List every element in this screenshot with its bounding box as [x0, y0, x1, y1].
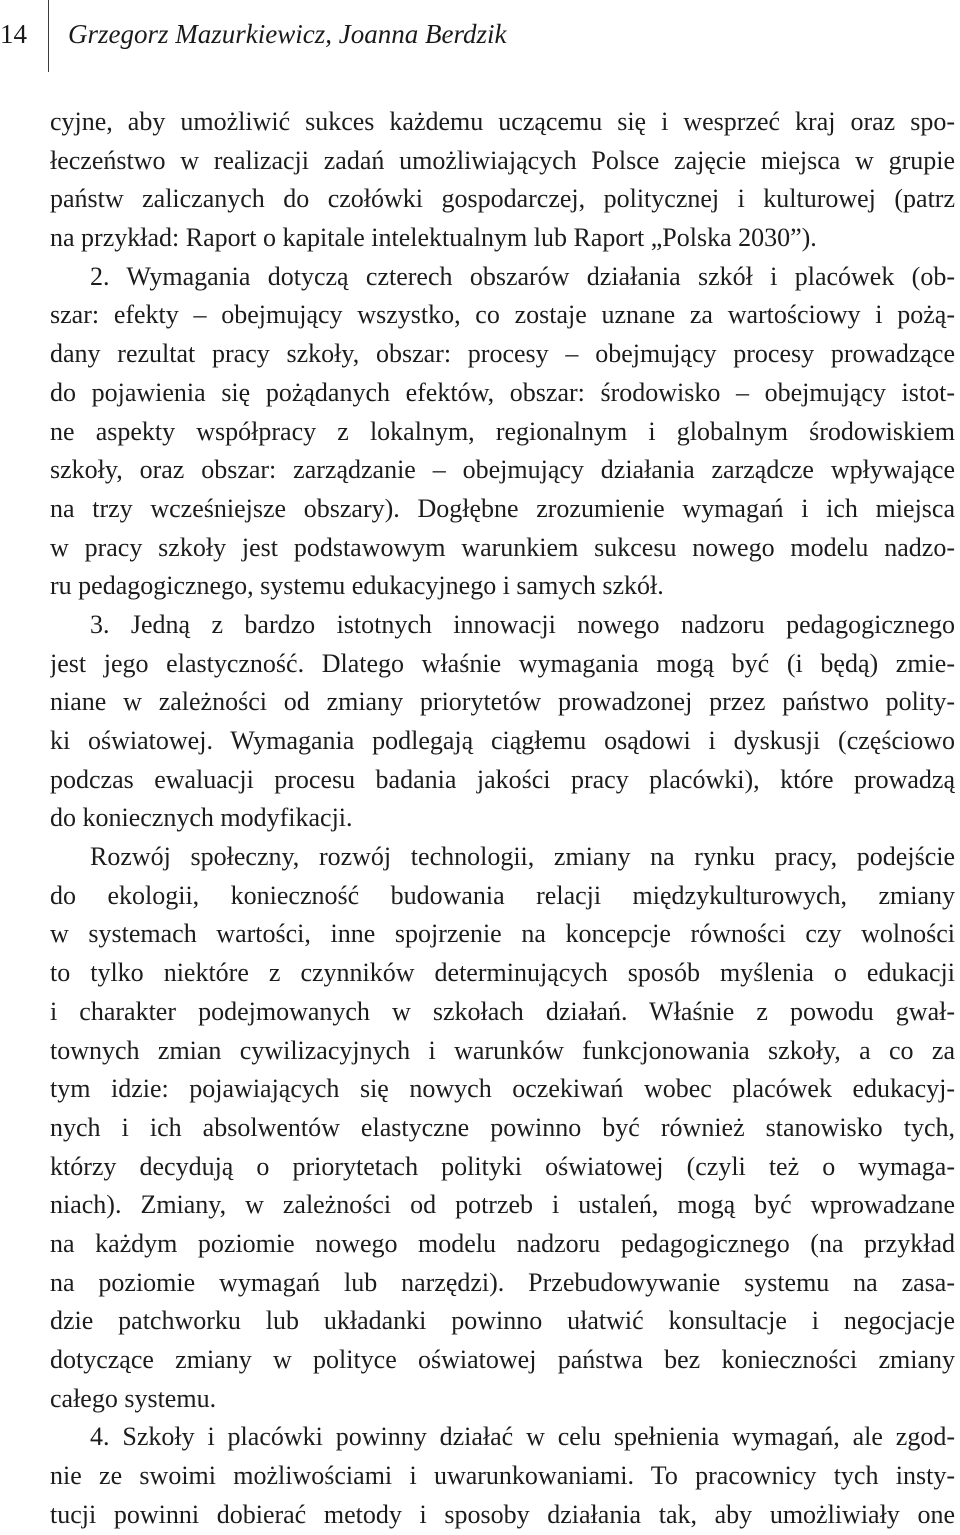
text-line: na przykład: Raport o kapitale intelektualnym lub Raport „Polska 2030”).	[50, 223, 817, 253]
text-line: szar: efekty – obejmujący wszystko, co zostaje uznane za wartościowy i pożą-	[50, 300, 955, 330]
text-line: nie ze swoimi możliwościami i uwarunkowaniami. To pracownicy tych insty-	[50, 1461, 955, 1491]
page-header	[0, 0, 960, 72]
text-line: dzie patchworku lub układanki powinno ułatwić konsultacje i negocjacje	[50, 1306, 955, 1336]
text-line: dany rezultat pracy szkoły, obszar: procesy – obejmujący procesy prowadzące	[50, 339, 955, 369]
text-line: szkoły, oraz obszar: zarządzanie – obejmujący działania zarządcze wpływające	[50, 455, 955, 485]
text-line: tucji powinni dobierać metody i sposoby działania tak, aby umożliwiały one	[50, 1499, 955, 1529]
body-text	[50, 103, 955, 1534]
text-line: w pracy szkoły jest podstawowym warunkiem sukcesu nowego modelu nadzo-	[50, 532, 955, 562]
text-line: do pojawienia się pożądanych efektów, obszar: środowisko – obejmujący istot-	[50, 377, 955, 407]
text-line: podczas ewaluacji procesu badania jakości pracy placówki), które prowadzą	[50, 764, 955, 794]
text-line: ki oświatowej. Wymagania podlegają ciągłemu osądowi i dyskusji (częściowo	[50, 726, 955, 755]
text-line: na trzy wcześniejsze obszary). Dogłębne zrozumienie wymagań i ich miejsca	[50, 493, 955, 523]
text-line: do koniecznych modyfikacji.	[50, 803, 353, 833]
text-line: 2. Wymagania dotyczą czterech obszarów działania szkół i placówek (ob-	[90, 261, 955, 291]
header-divider	[48, 0, 49, 72]
text-line: na każdym poziomie nowego modelu nadzoru pedagogicznego (na przykład	[50, 1228, 955, 1258]
text-line: ru pedagogicznego, systemu edukacyjnego i samych szkół.	[50, 571, 664, 601]
text-line: na poziomie wymagań lub narzędzi). Przebudowywanie systemu na zasa-	[50, 1267, 955, 1297]
text-line: którzy decydują o priorytetach polityki oświatowej (czyli też o wymaga-	[50, 1151, 955, 1181]
text-line: 4. Szkoły i placówki powinny działać w celu spełnienia wymagań, ale zgod-	[90, 1422, 955, 1452]
text-line: niach). Zmiany, w zależności od potrzeb i ustaleń, mogą być wprowadzane	[50, 1190, 955, 1220]
text-line: jest jego elastyczność. Dlatego właśnie wymagania mogą być (i będą) zmie-	[50, 648, 955, 678]
text-line: to tylko niektóre z czynników determinujących sposób myślenia o edukacji	[50, 958, 955, 988]
text-line: cyjne, aby umożliwić sukces każdemu uczącemu się i wesprzeć kraj oraz spo-	[50, 107, 955, 136]
running-head-authors: Grzegorz Mazurkiewicz, Joanna Berdzik	[68, 19, 507, 49]
text-line: dotyczące zmiany w polityce oświatowej państwa bez konieczności zmiany	[50, 1345, 955, 1374]
page-number: 14	[0, 19, 27, 49]
text-line: tym idzie: pojawiających się nowych oczekiwań wobec placówek edukacyj-	[50, 1074, 955, 1104]
text-line: do ekologii, konieczność budowania relacji międzykulturowych, zmiany	[50, 880, 955, 910]
text-line: Rozwój społeczny, rozwój technologii, zmiany na rynku pracy, podejście	[90, 842, 955, 872]
text-line: nych i ich absolwentów elastyczne powinno być również stanowisko tych,	[50, 1112, 955, 1142]
text-line: ne aspekty współpracy z lokalnym, regionalnym i globalnym środowiskiem	[50, 416, 955, 446]
text-line: łeczeństwo w realizacji zadań umożliwiających Polsce zajęcie miejsca w grupie	[50, 145, 955, 175]
text-line: niane w zależności od zmiany priorytetów prowadzonej przez państwo polity-	[50, 687, 955, 717]
text-line: townych zmian cywilizacyjnych i warunków funkcjonowania szkoły, a co za	[50, 1035, 955, 1065]
text-line: 3. Jedną z bardzo istotnych innowacji nowego nadzoru pedagogicznego	[90, 609, 955, 639]
text-line: i charakter podejmowanych w szkołach działań. Właśnie z powodu gwał-	[50, 996, 955, 1026]
text-line: całego systemu.	[50, 1383, 217, 1413]
text-line: w systemach wartości, inne spojrzenie na koncepcje równości czy wolności	[50, 919, 955, 949]
text-line: państw zaliczanych do czołówki gospodarczej, politycznej i kulturowej (patrz	[50, 184, 955, 214]
